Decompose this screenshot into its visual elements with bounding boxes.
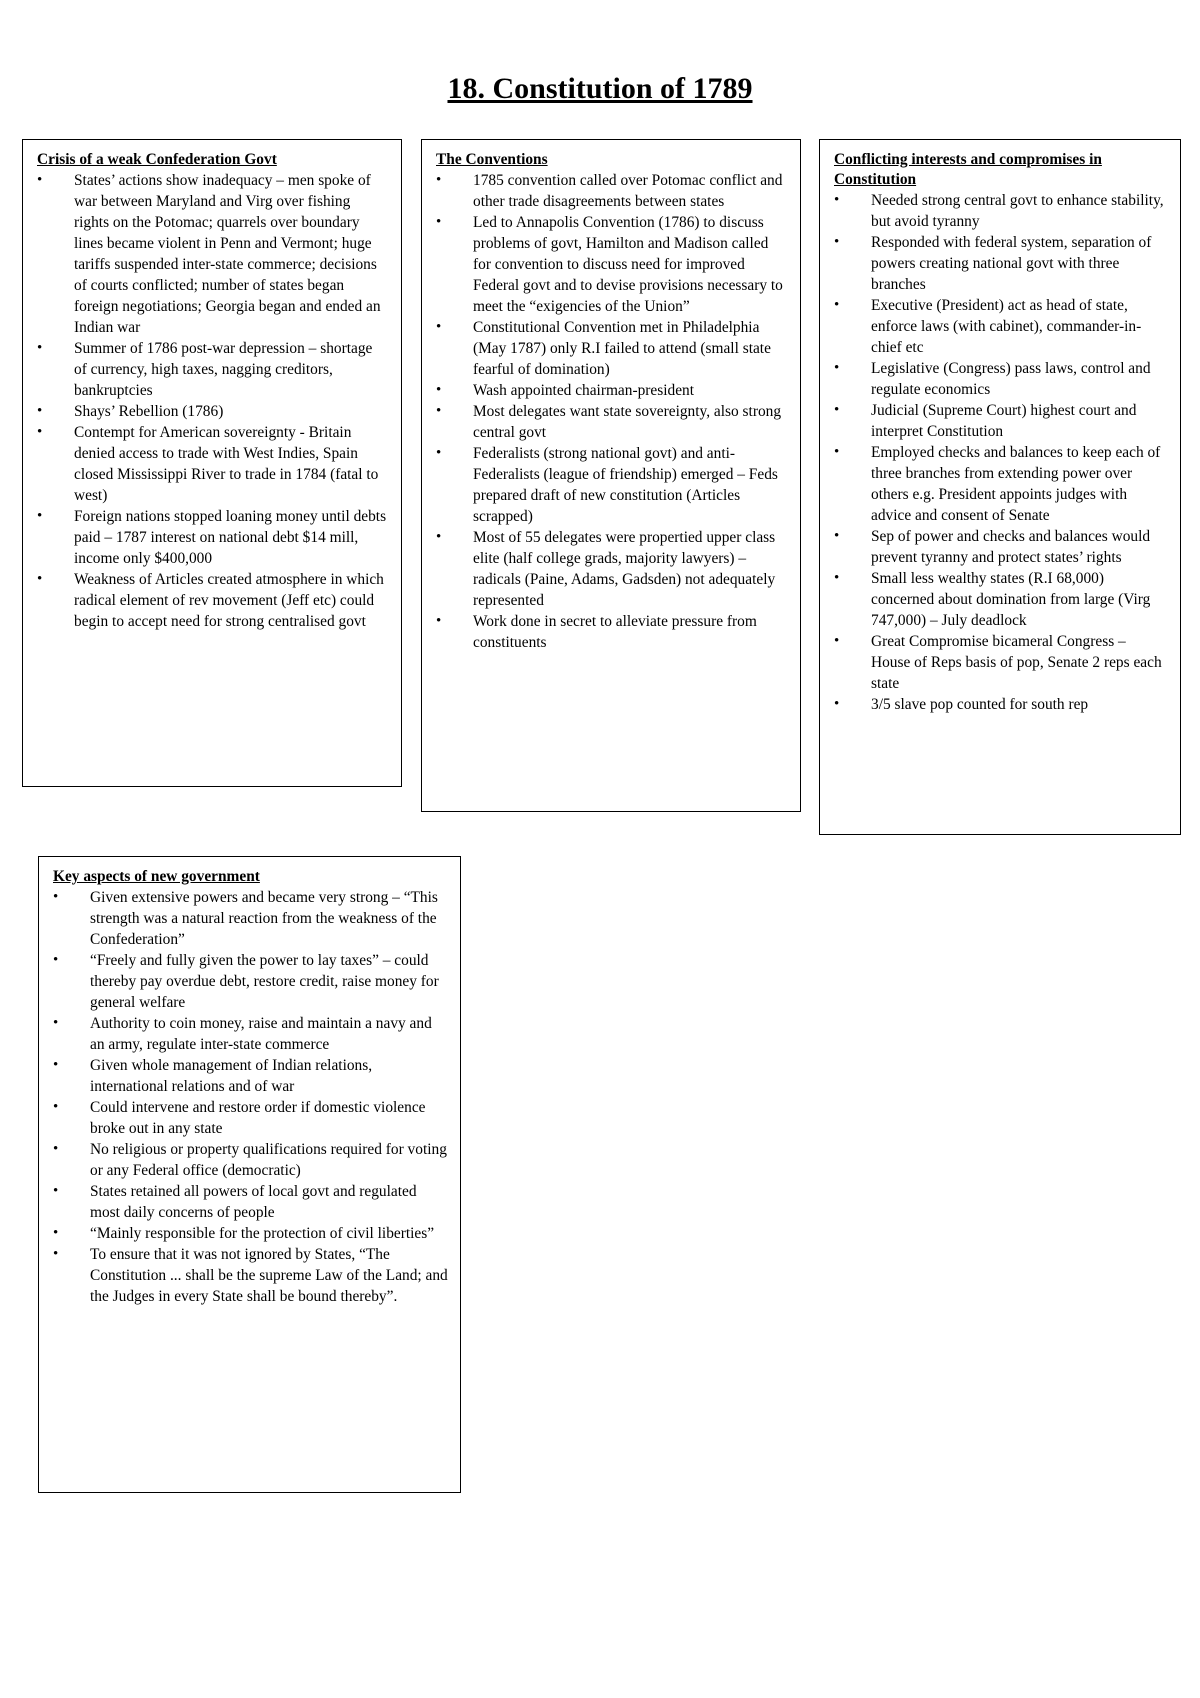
list-item: • Summer of 1786 post-war depression – shortage of currency, high taxes, nagging creditors, bankruptcies	[37, 338, 389, 401]
list-item: • Work done in secret to alleviate pressure from constituents	[436, 611, 788, 653]
list-item: • “Mainly responsible for the protection of civil liberties”	[53, 1223, 448, 1244]
box-crisis-confederation	[22, 139, 402, 787]
box-heading: Key aspects of new government	[53, 868, 260, 885]
box-key-aspects	[38, 856, 461, 1493]
page-title: 18. Constitution of 1789	[447, 72, 753, 105]
list-item: • Needed strong central govt to enhance stability, but avoid tyranny	[834, 190, 1168, 232]
list-item: • Sep of power and checks and balances would prevent tyranny and protect states’ rights	[834, 526, 1168, 568]
list-item: • Could intervene and restore order if domestic violence broke out in any state	[53, 1097, 448, 1139]
list-item: • Given whole management of Indian relations, international relations and of war	[53, 1055, 448, 1097]
list-item: • Legislative (Congress) pass laws, control and regulate economics	[834, 358, 1168, 400]
list-item: • Wash appointed chairman-president	[436, 380, 788, 401]
bullet-list	[436, 170, 788, 653]
box-heading: The Conventions	[436, 151, 548, 168]
list-item: • 3/5 slave pop counted for south rep	[834, 694, 1168, 715]
list-item: • Shays’ Rebellion (1786)	[37, 401, 389, 422]
bullet-list	[53, 887, 448, 1307]
list-item: • Most of 55 delegates were propertied upper class elite (half college grads, majority lawyers) – radicals (Paine, Adams, Gadsden) not adequately represented	[436, 527, 788, 611]
list-item: • “Freely and fully given the power to lay taxes” – could thereby pay overdue debt, restore credit, raise money for general welfare	[53, 950, 448, 1013]
list-item: • Foreign nations stopped loaning money until debts paid – 1787 interest on national debt $14 mill, income only $400,000	[37, 506, 389, 569]
box-heading: Conflicting interests and compromises in Constitution	[834, 151, 1102, 188]
box-conflicting-interests	[819, 139, 1181, 835]
list-item: • Authority to coin money, raise and maintain a navy and an army, regulate inter-state commerce	[53, 1013, 448, 1055]
list-item: • Federalists (strong national govt) and anti-Federalists (league of friendship) emerged – Feds prepared draft of new constitution (Articles scrapped)	[436, 443, 788, 527]
box-conventions	[421, 139, 801, 812]
list-item: • Great Compromise bicameral Congress – House of Reps basis of pop, Senate 2 reps each state	[834, 631, 1168, 694]
list-item: • Executive (President) act as head of state, enforce laws (with cabinet), commander-in-chief etc	[834, 295, 1168, 358]
list-item: • Small less wealthy states (R.I 68,000) concerned about domination from large (Virg 747,000) – July deadlock	[834, 568, 1168, 631]
list-item: • Responded with federal system, separation of powers creating national govt with three branches	[834, 232, 1168, 295]
list-item: • States retained all powers of local govt and regulated most daily concerns of people	[53, 1181, 448, 1223]
box-heading: Crisis of a weak Confederation Govt	[37, 151, 277, 168]
list-item: • 1785 convention called over Potomac conflict and other trade disagreements between states	[436, 170, 788, 212]
list-item: • Employed checks and balances to keep each of three branches from extending power over others e.g. President appoints judges with advice and consent of Senate	[834, 442, 1168, 526]
bullet-list	[834, 190, 1168, 715]
list-item: • Constitutional Convention met in Philadelphia (May 1787) only R.I failed to attend (small state fearful of domination)	[436, 317, 788, 380]
list-item: • Led to Annapolis Convention (1786) to discuss problems of govt, Hamilton and Madison called for convention to discuss need for improved Federal govt and to devise provisions necessary to meet the “exigencies of the Union”	[436, 212, 788, 317]
list-item: • Most delegates want state sovereignty, also strong central govt	[436, 401, 788, 443]
list-item: • Given extensive powers and became very strong – “This strength was a natural reaction from the weakness of the Confederation”	[53, 887, 448, 950]
list-item: • To ensure that it was not ignored by States, “The Constitution ... shall be the supreme Law of the Land; and the Judges in every State shall be bound thereby”.	[53, 1244, 448, 1307]
bullet-list	[37, 170, 389, 632]
list-item: • No religious or property qualifications required for voting or any Federal office (democratic)	[53, 1139, 448, 1181]
list-item: • Contempt for American sovereignty - Britain denied access to trade with West Indies, Spain closed Mississippi River to trade in 1784 (fatal to west)	[37, 422, 389, 506]
list-item: • States’ actions show inadequacy – men spoke of war between Maryland and Virg over fishing rights on the Potomac; quarrels over boundary lines became violent in Penn and Vermont; huge tariffs suspended inter-state commerce; decisions of courts conflicted; number of states began foreign negotiations; Georgia began and ended an Indian war	[37, 170, 389, 338]
list-item: • Weakness of Articles created atmosphere in which radical element of rev movement (Jeff etc) could begin to accept need for strong centralised govt	[37, 569, 389, 632]
list-item: • Judicial (Supreme Court) highest court and interpret Constitution	[834, 400, 1168, 442]
